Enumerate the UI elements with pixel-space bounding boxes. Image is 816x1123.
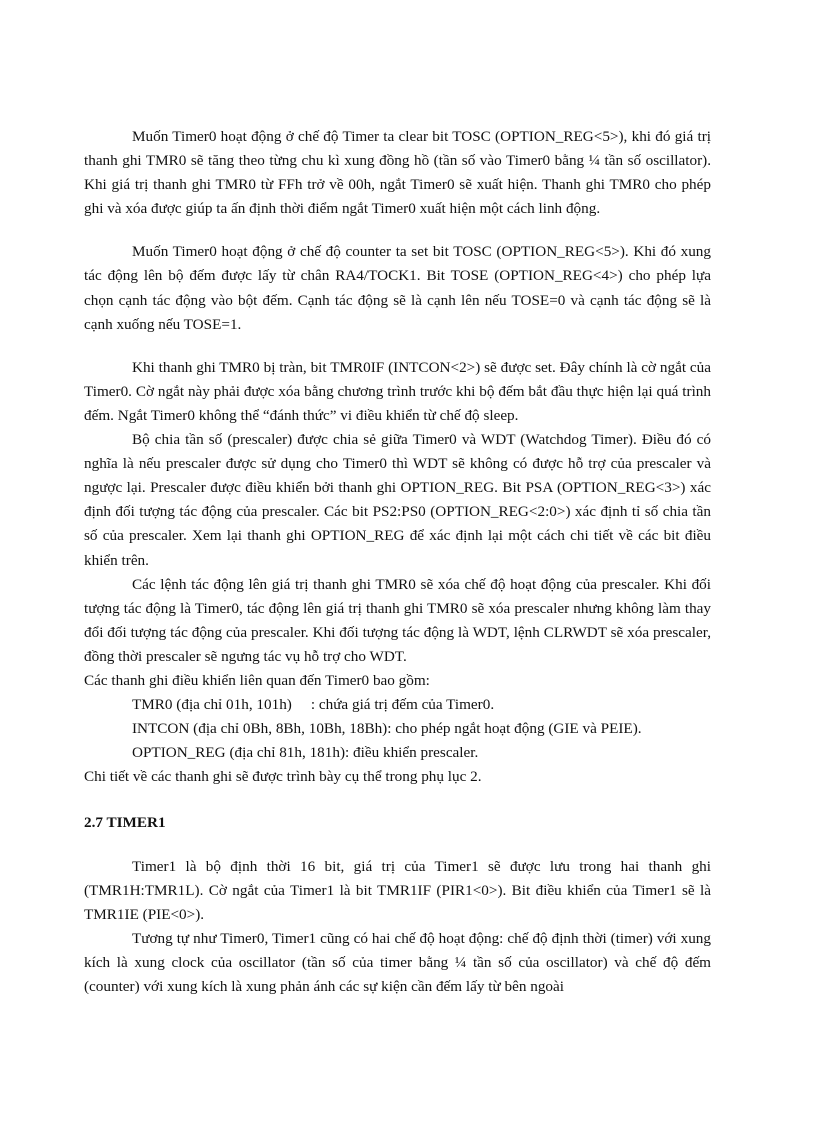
section-heading-timer1: 2.7 TIMER1 — [84, 814, 166, 832]
registers-intro: Các thanh ghi điều khiển liên quan đến Timer0 bao gồm: — [84, 671, 430, 689]
register-item-option-reg: OPTION_REG (địa chỉ 81h, 181h): điều khiển prescaler. — [132, 744, 479, 762]
paragraph-overflow-flag: Khi thanh ghi TMR0 bị tràn, bit TMR0IF (INTCON<2>) sẽ được set. Đây chính là cờ ngắt của Timer0. Cờ ngắt này phải được xóa bằng chương trình trước khi bộ đếm bắt đầu thực hiện lại quá trình đếm. Ngắt Timer0 không thể “đánh thức” vi điều khiển từ chế độ sleep. — [84, 358, 711, 424]
paragraph-prescaler: Bộ chia tần số (prescaler) được chia sẻ giữa Timer0 và WDT (Watchdog Timer). Điều đó có nghĩa là nếu prescaler được sử dụng cho Timer0 thì WDT sẽ không có được hỗ trợ của prescaler và ngược lại. Prescaler được điều khiển bởi thanh ghi OPTION_REG. Bit PSA (OPTION_REG<3>) xác định đối tượng tác động của prescaler. Các bit PS2:PS0 (OPTION_REG<2:0>) xác định tỉ số chia tần số của prescaler. Xem lại thanh ghi OPTION_REG để xác định lại một cách chi tiết về các bit điều khiển trên. — [84, 431, 711, 569]
registers-outro: Chi tiết về các thanh ghi sẽ được trình bày cụ thể trong phụ lục 2. — [84, 768, 482, 786]
register-item-intcon: INTCON (địa chỉ 0Bh, 8Bh, 10Bh, 18Bh): cho phép ngắt hoạt động (GIE và PEIE). — [132, 720, 642, 738]
document-page — [84, 125, 711, 999]
register-item-tmr0: TMR0 (địa chỉ 01h, 101h) : chứa giá trị đếm của Timer0. — [132, 696, 495, 714]
paragraph-timer1-intro: Timer1 là bộ định thời 16 bit, giá trị của Timer1 sẽ được lưu trong hai thanh ghi (TMR1H:TMR1L). Cờ ngắt của Timer1 là bit TMR1IF (PIR1<0>). Bit điều khiển của Timer1 sẽ là TMR1IE (PIE<0>). — [84, 857, 711, 923]
paragraph-counter-mode: Muốn Timer0 hoạt động ở chế độ counter ta set bit TOSC (OPTION_REG<5>). Khi đó xung tác động lên bộ đếm được lấy từ chân RA4/TOCK1. Bit TOSE (OPTION_REG<4>) cho phép lựa chọn cạnh tác động vào bột đếm. Cạnh tác động sẽ là cạnh lên nếu TOSE=0 và cạnh tác động sẽ là cạnh xuống nếu TOSE=1. — [84, 243, 711, 333]
paragraph-timer1-modes: Tương tự như Timer0, Timer1 cũng có hai chế độ hoạt động: chế độ định thời (timer) với xung kích là xung clock của oscillator (tần số của timer bằng ¼ tần số của oscillator) và chế độ đếm (counter) với xung kích là xung phản ánh các sự kiện cần đếm lấy từ bên ngoài — [84, 929, 711, 995]
paragraph-prescaler-clear: Các lệnh tác động lên giá trị thanh ghi TMR0 sẽ xóa chế độ hoạt động của prescaler. Khi đối tượng tác động là Timer0, tác động lên giá trị thanh ghi TMR0 sẽ xóa prescaler nhưng không làm thay đổi đối tượng tác động của prescaler. Khi đối tượng tác động là WDT, lệnh CLRWDT sẽ xóa prescaler, đồng thời prescaler sẽ ngưng tác vụ hỗ trợ cho WDT. — [84, 575, 711, 665]
paragraph-timer-mode: Muốn Timer0 hoạt động ở chế độ Timer ta clear bit TOSC (OPTION_REG<5>), khi đó giá trị thanh ghi TMR0 sẽ tăng theo từng chu kì xung đồng hồ (tần số vào Timer0 bằng ¼ tần số oscillator). Khi giá trị thanh ghi TMR0 từ FFh trở về 00h, ngắt Timer0 sẽ xuất hiện. Thanh ghi TMR0 cho phép ghi và xóa được giúp ta ấn định thời điểm ngắt Timer0 xuất hiện một cách linh động. — [84, 128, 711, 218]
